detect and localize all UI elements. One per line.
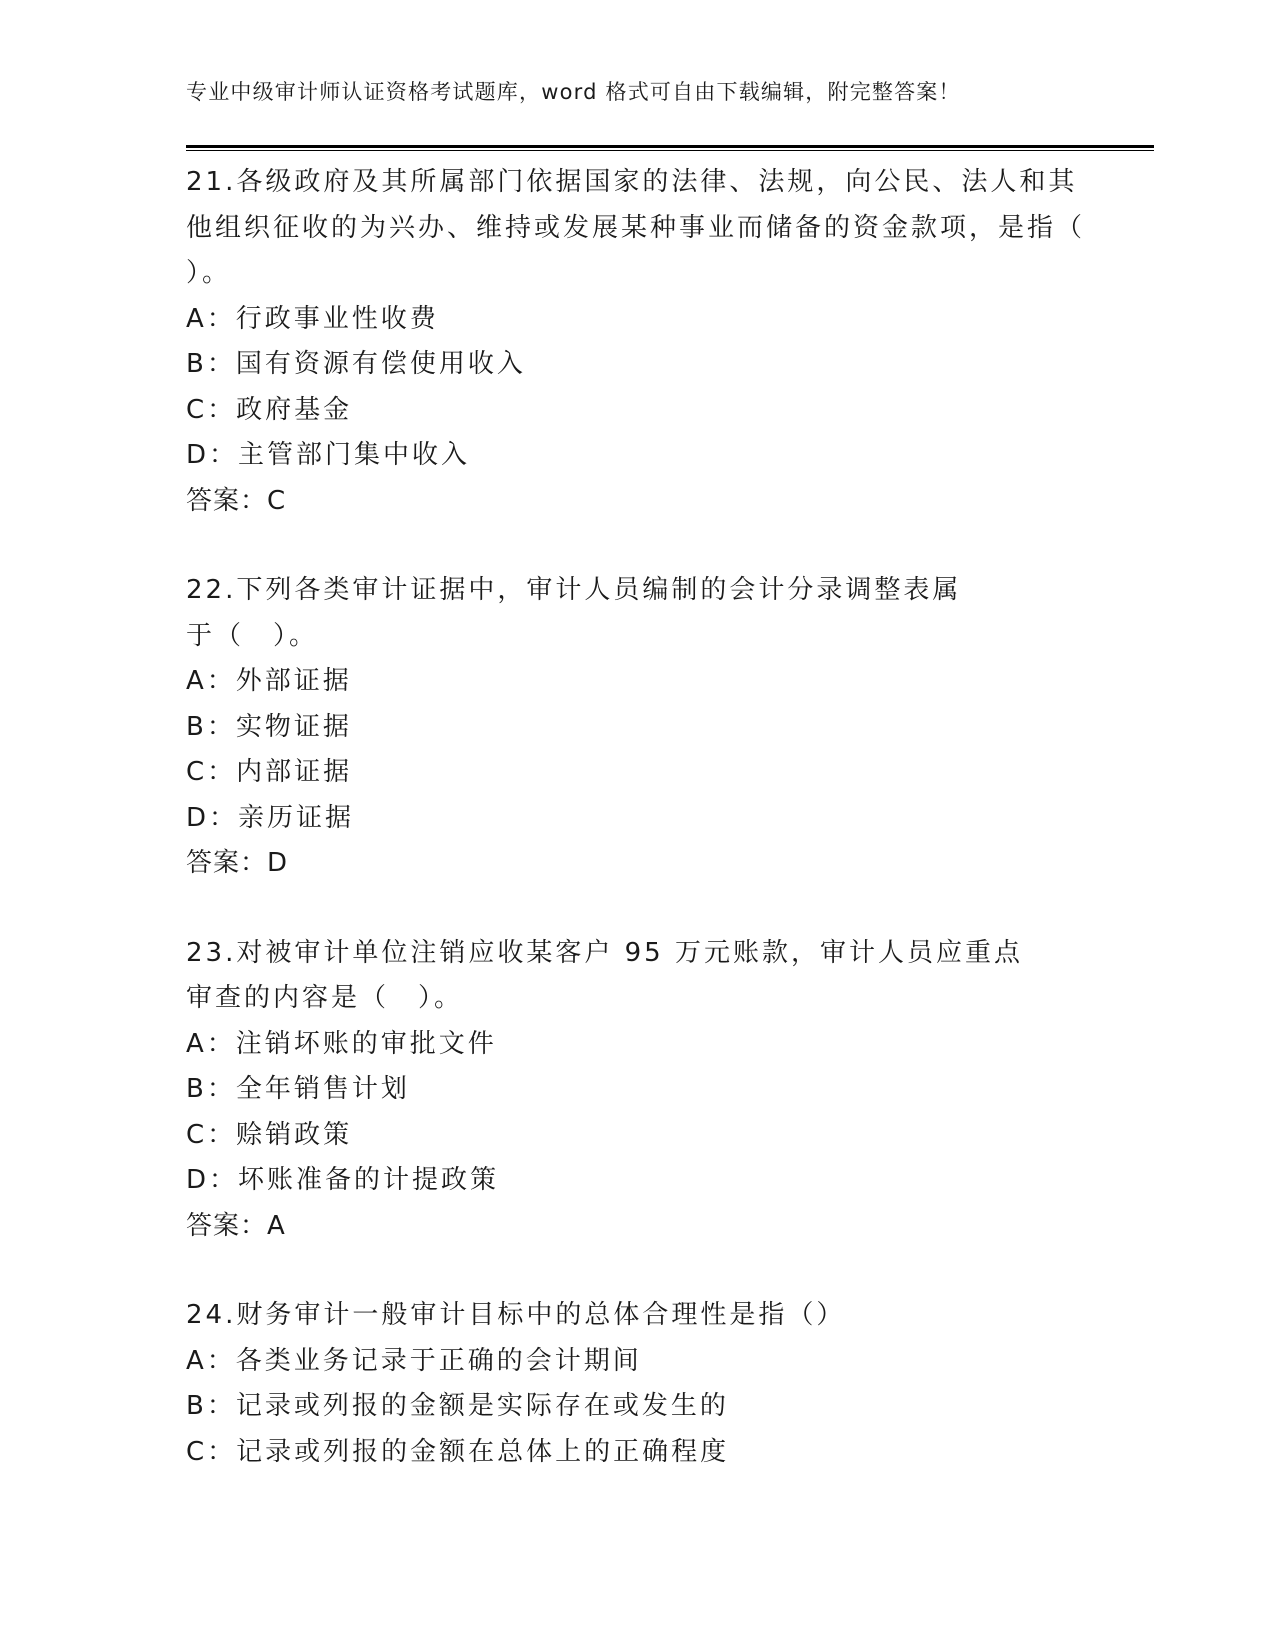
question-21: [186, 160, 1144, 524]
option-c: C：赊销政策: [186, 1119, 353, 1150]
question-stem: 23.对被审计单位注销应收某客户 95 万元账款，审计人员应重点审查的内容是（ ）。: [186, 937, 1023, 1013]
option-b: B：国有资源有偿使用收入: [186, 349, 526, 379]
question-23: [186, 931, 1086, 1250]
header-divider-thick: [186, 145, 1154, 148]
answer-line: 答案：C: [186, 485, 287, 516]
option-d: D：坏账准备的计提政策: [186, 1165, 500, 1195]
option-c: C：内部证据: [186, 757, 353, 787]
option-b: B：记录或列报的金额是实际存在或发生的: [186, 1391, 729, 1421]
question-24: [186, 1293, 1086, 1475]
header-divider-thin: [186, 150, 1154, 151]
option-c: C：政府基金: [186, 394, 353, 425]
option-d: D：亲历证据: [186, 802, 355, 833]
option-b: B：全年销售计划: [186, 1074, 410, 1104]
question-list: [186, 160, 1144, 1519]
question-stem: 22.下列各类审计证据中，审计人员编制的会计分录调整表属于（ ）。: [186, 575, 962, 651]
question-stem: 24.财务审计一般审计目标中的总体合理性是指（）: [186, 1300, 846, 1330]
option-a: A：注销坏账的审批文件: [186, 1028, 497, 1059]
option-c: C：记录或列报的金额在总体上的正确程度: [186, 1436, 730, 1467]
option-b: B：实物证据: [186, 711, 352, 742]
answer-line: 答案：A: [186, 1210, 286, 1241]
question-stem: 21.各级政府及其所属部门依据国家的法律、法规，向公民、法人和其他组织征收的为兴办、维持或发展某种事业而储备的资金款项，是指（ ）。: [186, 167, 1144, 288]
option-a: A：各类业务记录于正确的会计期间: [186, 1345, 642, 1376]
option-a: A：外部证据: [186, 666, 352, 696]
option-a: A：行政事业性收费: [186, 303, 439, 334]
option-d: D：主管部门集中收入: [186, 440, 471, 470]
answer-line: 答案：D: [186, 848, 289, 878]
question-22: [186, 568, 1086, 887]
page-header: 专业中级审计师认证资格考试题库，word 格式可自由下载编辑，附完整答案！: [186, 80, 961, 104]
